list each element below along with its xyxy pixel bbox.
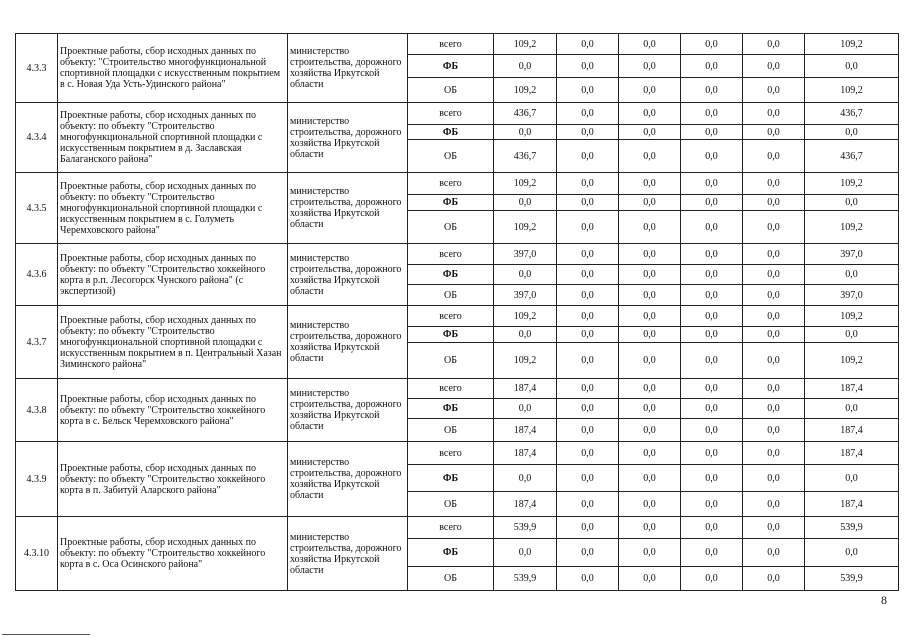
value-cell: 0,0 <box>494 327 557 343</box>
value-cell: 0,0 <box>681 492 743 517</box>
value-cell: 0,0 <box>619 285 681 306</box>
value-total: 109,2 <box>805 173 899 195</box>
value-cell: 539,9 <box>494 567 557 591</box>
item-description: Проектные работы, сбор исходных данных по объекту: по объекту "Строительство многофункциональной спортивной площадки с искусственным покрытием в д. Заславская Балаганского района" <box>58 103 288 173</box>
value-cell: 0,0 <box>619 517 681 539</box>
value-cell: 0,0 <box>743 539 805 567</box>
value-cell: 0,0 <box>743 265 805 285</box>
value-total: 109,2 <box>805 343 899 379</box>
value-cell: 0,0 <box>557 517 619 539</box>
value-cell: 0,0 <box>619 244 681 265</box>
table-row <box>16 306 899 327</box>
value-total: 397,0 <box>805 285 899 306</box>
value-cell: 187,4 <box>494 492 557 517</box>
value-cell: 0,0 <box>743 306 805 327</box>
value-cell: 0,0 <box>743 379 805 399</box>
value-cell: 0,0 <box>743 442 805 465</box>
table-row <box>16 173 899 195</box>
value-cell: 187,4 <box>494 442 557 465</box>
value-cell: 187,4 <box>494 419 557 442</box>
funding-source: всего <box>408 306 494 327</box>
value-cell: 0,0 <box>557 78 619 103</box>
item-executor: министерство строительства, дорожного хозяйства Иркутской области <box>288 103 408 173</box>
value-total: 539,9 <box>805 567 899 591</box>
value-cell: 0,0 <box>619 34 681 55</box>
funding-source: всего <box>408 103 494 125</box>
value-cell: 0,0 <box>494 539 557 567</box>
funding-source: ОБ <box>408 343 494 379</box>
funding-source: ФБ <box>408 399 494 419</box>
value-cell: 0,0 <box>681 567 743 591</box>
item-number: 4.3.4 <box>16 103 58 173</box>
value-total: 0,0 <box>805 55 899 78</box>
table-row <box>16 517 899 539</box>
value-cell: 0,0 <box>557 265 619 285</box>
value-cell: 0,0 <box>557 465 619 492</box>
value-cell: 0,0 <box>681 343 743 379</box>
value-cell: 0,0 <box>619 211 681 244</box>
value-cell: 0,0 <box>557 285 619 306</box>
item-executor: министерство строительства, дорожного хозяйства Иркутской области <box>288 442 408 517</box>
value-cell: 0,0 <box>619 327 681 343</box>
value-cell: 0,0 <box>681 78 743 103</box>
value-cell: 0,0 <box>743 399 805 419</box>
value-total: 0,0 <box>805 265 899 285</box>
funding-source: ФБ <box>408 465 494 492</box>
value-cell: 0,0 <box>619 419 681 442</box>
value-cell: 0,0 <box>681 285 743 306</box>
value-cell: 0,0 <box>557 173 619 195</box>
footer-rule <box>2 634 90 635</box>
value-total: 109,2 <box>805 211 899 244</box>
value-cell: 109,2 <box>494 78 557 103</box>
funding-source: ОБ <box>408 567 494 591</box>
funding-source: ФБ <box>408 55 494 78</box>
value-cell: 0,0 <box>619 399 681 419</box>
table-row <box>16 34 899 55</box>
value-total: 436,7 <box>805 140 899 173</box>
value-cell: 109,2 <box>494 173 557 195</box>
value-cell: 0,0 <box>743 492 805 517</box>
funding-source: ФБ <box>408 327 494 343</box>
table-row <box>16 103 899 125</box>
value-cell: 0,0 <box>619 492 681 517</box>
value-cell: 109,2 <box>494 343 557 379</box>
value-cell: 0,0 <box>557 419 619 442</box>
item-executor: министерство строительства, дорожного хозяйства Иркутской области <box>288 173 408 244</box>
value-cell: 0,0 <box>557 34 619 55</box>
value-total: 109,2 <box>805 78 899 103</box>
value-cell: 0,0 <box>681 399 743 419</box>
table-row <box>16 442 899 465</box>
item-executor: министерство строительства, дорожного хозяйства Иркутской области <box>288 379 408 442</box>
item-description: Проектные работы, сбор исходных данных по объекту: по объекту "Строительство хоккейного корта в п. Забитуй Аларского района" <box>58 442 288 517</box>
value-cell: 0,0 <box>557 103 619 125</box>
funding-source: ОБ <box>408 140 494 173</box>
value-total: 539,9 <box>805 517 899 539</box>
funding-source: ФБ <box>408 125 494 140</box>
value-cell: 436,7 <box>494 103 557 125</box>
value-cell: 0,0 <box>494 125 557 140</box>
value-cell: 0,0 <box>681 379 743 399</box>
value-cell: 0,0 <box>743 125 805 140</box>
value-cell: 0,0 <box>619 103 681 125</box>
table-row <box>16 244 899 265</box>
value-total: 0,0 <box>805 465 899 492</box>
value-cell: 0,0 <box>494 195 557 211</box>
item-description: Проектные работы, сбор исходных данных по объекту: по объекту "Строительство хоккейного корта в с. Бельск Черемховского района" <box>58 379 288 442</box>
value-cell: 0,0 <box>681 173 743 195</box>
item-description: Проектные работы, сбор исходных данных по объекту: "Строительство многофункциональной спортивной площадки с искусственным покрытием в с. Новая Уда Усть-Удинского района" <box>58 34 288 103</box>
value-cell: 0,0 <box>619 125 681 140</box>
value-total: 397,0 <box>805 244 899 265</box>
value-cell: 0,0 <box>681 140 743 173</box>
value-cell: 0,0 <box>619 379 681 399</box>
value-cell: 187,4 <box>494 379 557 399</box>
value-cell: 0,0 <box>681 103 743 125</box>
value-total: 0,0 <box>805 125 899 140</box>
value-total: 0,0 <box>805 539 899 567</box>
value-total: 187,4 <box>805 442 899 465</box>
value-cell: 0,0 <box>494 399 557 419</box>
value-cell: 0,0 <box>619 539 681 567</box>
value-cell: 436,7 <box>494 140 557 173</box>
value-cell: 0,0 <box>743 55 805 78</box>
value-cell: 0,0 <box>743 103 805 125</box>
item-executor: министерство строительства, дорожного хозяйства Иркутской области <box>288 517 408 591</box>
funding-source: всего <box>408 173 494 195</box>
item-description: Проектные работы, сбор исходных данных по объекту: по объекту "Строительство хоккейного корта в р.п. Лесогорск Чунского района" (с экспертизой) <box>58 244 288 306</box>
value-cell: 0,0 <box>557 442 619 465</box>
value-cell: 0,0 <box>681 465 743 492</box>
funding-source: ОБ <box>408 78 494 103</box>
funding-source: всего <box>408 517 494 539</box>
funding-source: ФБ <box>408 265 494 285</box>
table-row <box>16 379 899 399</box>
value-cell: 0,0 <box>681 195 743 211</box>
value-cell: 0,0 <box>743 517 805 539</box>
value-cell: 0,0 <box>619 306 681 327</box>
item-description: Проектные работы, сбор исходных данных по объекту: по объекту "Строительство многофункциональной спортивной площадки с искусственным покрытием в п. Центральный Хазан Зиминского района" <box>58 306 288 379</box>
value-cell: 0,0 <box>619 265 681 285</box>
value-cell: 0,0 <box>557 55 619 78</box>
value-cell: 0,0 <box>494 465 557 492</box>
value-cell: 0,0 <box>557 306 619 327</box>
value-cell: 0,0 <box>681 539 743 567</box>
item-description: Проектные работы, сбор исходных данных по объекту: по объекту "Строительство хоккейного корта в с. Оса Осинского района" <box>58 517 288 591</box>
value-total: 436,7 <box>805 103 899 125</box>
value-cell: 0,0 <box>557 379 619 399</box>
value-cell: 0,0 <box>743 211 805 244</box>
table-body <box>16 34 899 591</box>
value-cell: 0,0 <box>743 567 805 591</box>
item-number: 4.3.7 <box>16 306 58 379</box>
funding-source: всего <box>408 244 494 265</box>
value-cell: 0,0 <box>681 125 743 140</box>
value-cell: 0,0 <box>557 492 619 517</box>
value-cell: 0,0 <box>681 327 743 343</box>
value-total: 109,2 <box>805 306 899 327</box>
value-cell: 109,2 <box>494 34 557 55</box>
value-cell: 0,0 <box>619 465 681 492</box>
value-cell: 0,0 <box>681 265 743 285</box>
value-cell: 0,0 <box>681 517 743 539</box>
value-total: 0,0 <box>805 327 899 343</box>
value-total: 187,4 <box>805 492 899 517</box>
value-cell: 0,0 <box>681 419 743 442</box>
value-cell: 0,0 <box>743 195 805 211</box>
value-cell: 0,0 <box>743 465 805 492</box>
value-total: 187,4 <box>805 379 899 399</box>
value-cell: 0,0 <box>681 442 743 465</box>
funding-source: ОБ <box>408 285 494 306</box>
value-cell: 0,0 <box>557 327 619 343</box>
value-cell: 0,0 <box>681 244 743 265</box>
value-cell: 0,0 <box>743 244 805 265</box>
value-cell: 0,0 <box>743 140 805 173</box>
item-number: 4.3.8 <box>16 379 58 442</box>
value-cell: 0,0 <box>557 244 619 265</box>
value-cell: 0,0 <box>743 173 805 195</box>
value-cell: 0,0 <box>494 265 557 285</box>
item-executor: министерство строительства, дорожного хозяйства Иркутской области <box>288 34 408 103</box>
value-cell: 0,0 <box>619 78 681 103</box>
value-total: 0,0 <box>805 399 899 419</box>
value-total: 109,2 <box>805 34 899 55</box>
value-cell: 0,0 <box>557 140 619 173</box>
value-cell: 0,0 <box>557 539 619 567</box>
value-cell: 0,0 <box>619 343 681 379</box>
value-cell: 0,0 <box>743 34 805 55</box>
funding-source: всего <box>408 442 494 465</box>
value-cell: 109,2 <box>494 211 557 244</box>
funding-source: всего <box>408 34 494 55</box>
item-number: 4.3.3 <box>16 34 58 103</box>
funding-source: ФБ <box>408 195 494 211</box>
value-cell: 109,2 <box>494 306 557 327</box>
item-executor: министерство строительства, дорожного хозяйства Иркутской области <box>288 306 408 379</box>
value-cell: 0,0 <box>619 140 681 173</box>
value-cell: 0,0 <box>557 211 619 244</box>
value-cell: 0,0 <box>557 399 619 419</box>
value-cell: 0,0 <box>557 195 619 211</box>
value-cell: 0,0 <box>743 285 805 306</box>
value-cell: 0,0 <box>494 55 557 78</box>
value-cell: 0,0 <box>743 343 805 379</box>
value-cell: 0,0 <box>557 343 619 379</box>
item-executor: министерство строительства, дорожного хозяйства Иркутской области <box>288 244 408 306</box>
item-number: 4.3.6 <box>16 244 58 306</box>
value-cell: 0,0 <box>743 419 805 442</box>
value-cell: 0,0 <box>743 78 805 103</box>
value-cell: 0,0 <box>681 211 743 244</box>
funding-source: ОБ <box>408 419 494 442</box>
value-cell: 0,0 <box>619 567 681 591</box>
value-cell: 0,0 <box>681 34 743 55</box>
value-total: 0,0 <box>805 195 899 211</box>
value-cell: 0,0 <box>619 195 681 211</box>
value-total: 187,4 <box>805 419 899 442</box>
item-number: 4.3.10 <box>16 517 58 591</box>
value-cell: 397,0 <box>494 244 557 265</box>
item-number: 4.3.9 <box>16 442 58 517</box>
funding-source: ФБ <box>408 539 494 567</box>
funding-source: ОБ <box>408 211 494 244</box>
value-cell: 397,0 <box>494 285 557 306</box>
budget-table <box>15 33 899 591</box>
value-cell: 0,0 <box>743 327 805 343</box>
value-cell: 0,0 <box>619 55 681 78</box>
item-number: 4.3.5 <box>16 173 58 244</box>
value-cell: 0,0 <box>557 125 619 140</box>
funding-source: ОБ <box>408 492 494 517</box>
value-cell: 0,0 <box>619 442 681 465</box>
funding-source: всего <box>408 379 494 399</box>
item-description: Проектные работы, сбор исходных данных по объекту: по объекту "Строительство многофункциональной спортивной площадки с искусственным покрытием в с. Голуметь Черемховского района" <box>58 173 288 244</box>
value-cell: 0,0 <box>681 55 743 78</box>
value-cell: 0,0 <box>557 567 619 591</box>
value-cell: 0,0 <box>619 173 681 195</box>
page-number: 8 <box>881 593 887 607</box>
value-cell: 539,9 <box>494 517 557 539</box>
value-cell: 0,0 <box>681 306 743 327</box>
